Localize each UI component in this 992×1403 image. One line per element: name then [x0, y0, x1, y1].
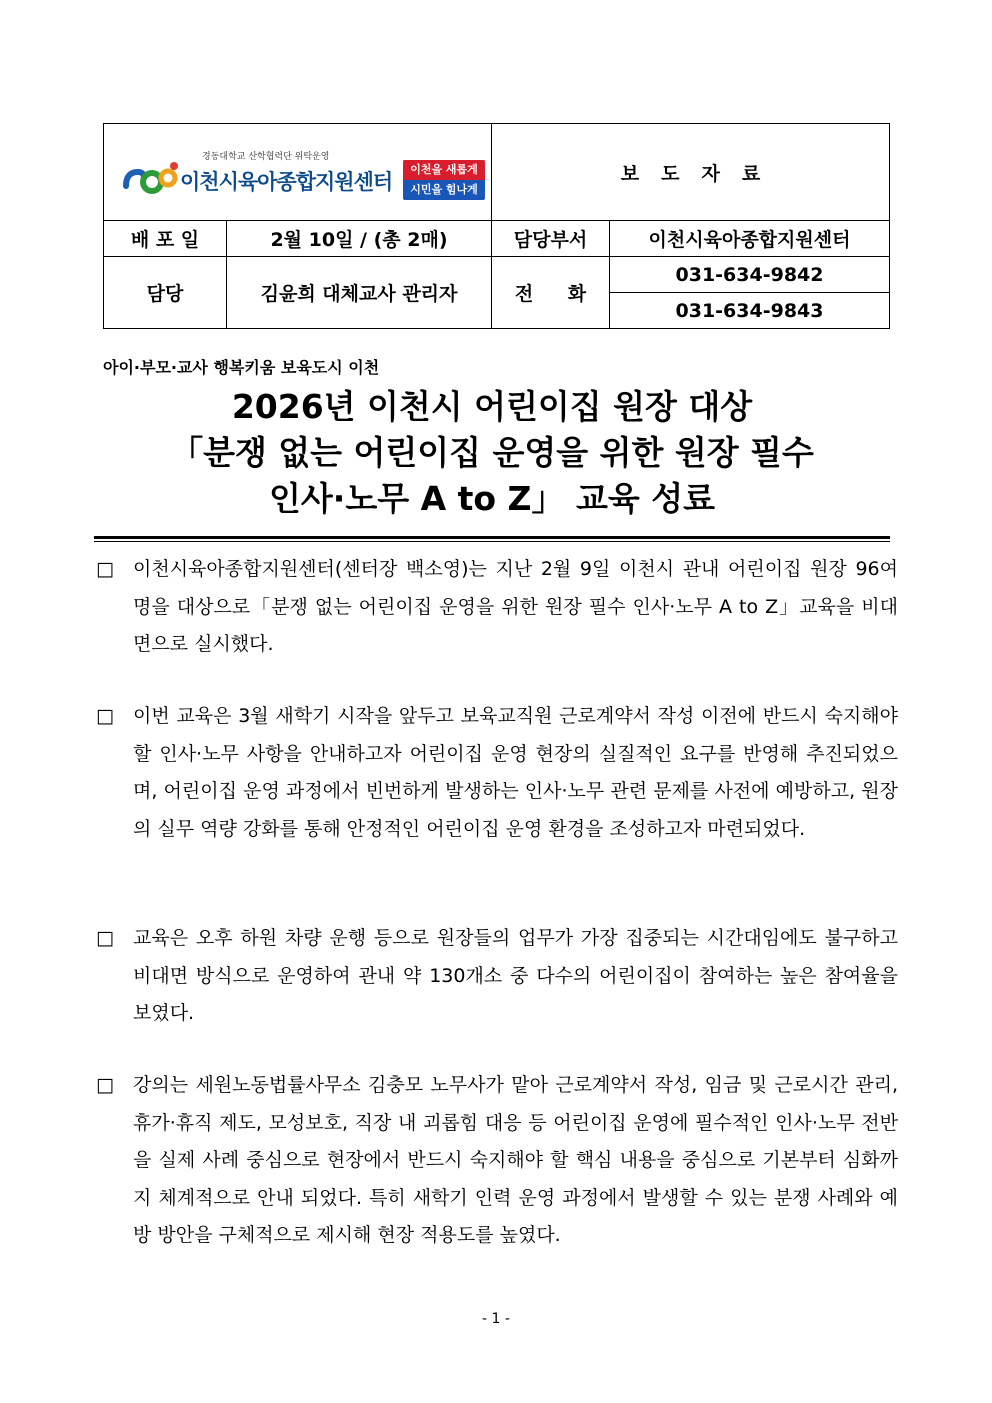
paragraph-text: 교육은 오후 하원 차량 운행 등으로 원장들의 업무가 가장 집중되는 시간대임에도 불구하고 비대면 방식으로 운영하여 관내 약 130개소 중 다수의 어린이집이 참여하는 높은 참여율을 보였다. — [133, 927, 898, 1024]
badge-top-text: 이천을 새롭게 — [403, 160, 485, 180]
logo-subtitle: 경동대학교 산학협력단 위탁운영 — [202, 152, 330, 162]
paragraph-1 — [96, 551, 898, 664]
center-logo-mark-icon — [122, 158, 182, 198]
badge-bottom-text: 시민을 힘나게 — [410, 183, 478, 196]
page-number: - 1 - — [482, 1311, 510, 1327]
dept-label: 담당부서 — [492, 221, 610, 257]
title-divider — [94, 536, 890, 542]
bullet-box-icon: □ — [96, 927, 114, 949]
paragraph-3 — [96, 920, 898, 1033]
bullet-box-icon: □ — [96, 705, 114, 727]
paragraph-text: 이천시육아종합지원센터(센터장 백소영)는 지난 2월 9일 이천시 관내 어린이집 원장 96여 명을 대상으로「분쟁 없는 어린이집 운영을 위한 원장 필수 인사·노무 A to Z」교육을 비대면으로 실시했다. — [133, 558, 898, 655]
title-line-1: 2026년 이천시 어린이집 원장 대상 — [231, 387, 753, 426]
bullet-box-icon: □ — [96, 1074, 114, 1096]
phone-1: 031-634-9842 — [610, 257, 890, 293]
title-line-2: 「분쟁 없는 어린이집 운영을 위한 원장 필수 — [170, 433, 814, 472]
date-label: 배 포 일 — [104, 221, 227, 257]
logo-name: 이천시육아종합지원센터 — [180, 170, 393, 194]
main-title — [94, 384, 890, 522]
center-logo — [104, 124, 492, 220]
title-line-3: 인사·노무 A to Z」 교육 성료 — [269, 479, 715, 518]
slogan: 아이·부모·교사 행복키움 보육도시 이천 — [103, 358, 380, 377]
press-header-table — [103, 123, 890, 329]
slogan-badge — [403, 160, 485, 200]
dept-value: 이천시육아종합지원센터 — [610, 221, 890, 257]
paragraph-text: 강의는 세원노동법률사무소 김충모 노무사가 맡아 근로계약서 작성, 임금 및 근로시간 관리, 휴가·휴직 제도, 모성보호, 직장 내 괴롭힘 대응 등 어린이집 운영에 필수적인 인사·노무 전반을 실제 사례 중심으로 현장에서 반드시 숙지해야 할 핵심 내용을 중심으로 기본부터 심화까지 체계적으로 안내 되었다. 특히 새학기 인력 운영 과정에서 발생할 수 있는 분쟁 사례와 예방 방안을 구체적으로 제시해 현장 적용도를 높였다. — [133, 1074, 898, 1246]
phone-label: 전 화 — [492, 257, 610, 329]
bullet-box-icon: □ — [96, 558, 114, 580]
person-label: 담당 — [104, 257, 227, 329]
press-release-title: 보도자료 — [492, 124, 890, 221]
paragraph-text: 이번 교육은 3월 새학기 시작을 앞두고 보육교직원 근로계약서 작성 이전에 반드시 숙지해야 할 인사·노무 사항을 안내하고자 어린이집 운영 현장의 실질적인 요구를 반영해 추진되었으며, 어린이집 운영 과정에서 빈번하게 발생하는 인사·노무 관련 문제를 사전에 예방하고, 원장의 실무 역량 강화를 통해 안정적인 어린이집 운영 환경을 조성하고자 마련되었다. — [133, 705, 898, 840]
phone-2: 031-634-9843 — [610, 293, 890, 329]
paragraph-2 — [96, 698, 898, 848]
date-value: 2월 10일 / (총 2매) — [227, 221, 492, 257]
paragraph-4 — [96, 1067, 898, 1255]
person-value: 김윤희 대체교사 관리자 — [227, 257, 492, 329]
logo-cell — [104, 124, 492, 221]
